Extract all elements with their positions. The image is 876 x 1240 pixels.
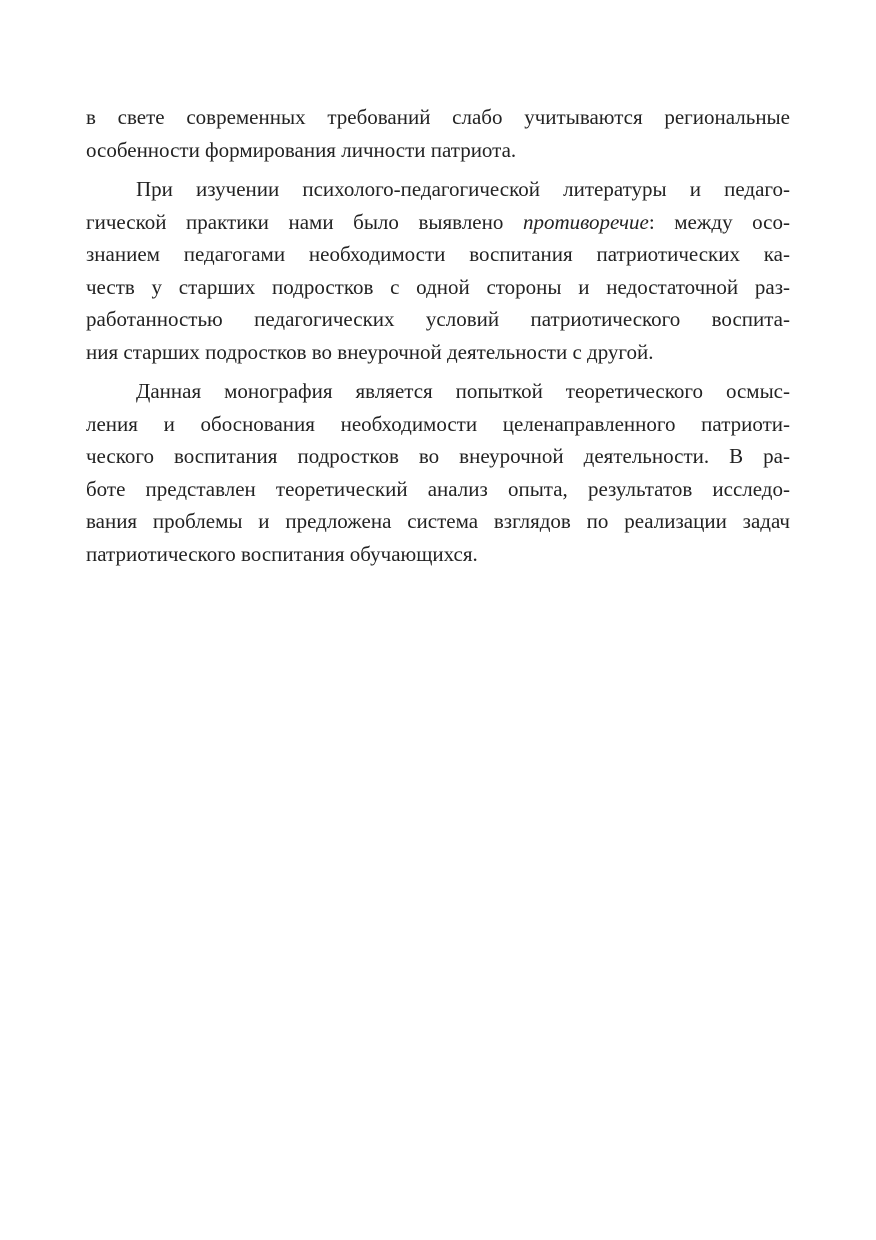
text-line: работанностью педагогических условий патриотического воспита-	[86, 307, 790, 331]
paragraph-1	[86, 101, 790, 166]
text-fragment: : между осо-	[648, 209, 790, 234]
text-line: При изучении психолого-педагогической литературы и педаго-	[136, 177, 790, 201]
text-line: вания проблемы и предложена система взглядов по реализации задач	[86, 509, 790, 533]
text-line: в свете современных требований слабо учитываются региональные	[86, 105, 790, 129]
text-line: знанием педагогами необходимости воспитания патриотических ка-	[86, 242, 790, 266]
text-fragment: гической практики нами было выявлено	[86, 209, 523, 234]
text-line	[86, 206, 790, 239]
document-page	[86, 101, 790, 570]
text-line: патриотического воспитания обучающихся.	[86, 541, 478, 566]
text-line: ления и обоснования необходимости целенаправленного патриоти-	[86, 411, 790, 436]
text-line: Данная монография является попыткой теоретического осмыс-	[136, 379, 790, 403]
text-line: честв у старших подростков с одной стороны и недостаточной раз-	[86, 274, 790, 299]
paragraph-3	[86, 375, 790, 570]
emphasized-term: противоречие	[522, 209, 649, 234]
text-line: ческого воспитания подростков во внеурочной деятельности. В ра-	[86, 444, 790, 468]
text-line: боте представлен теоретический анализ опыта, результатов исследо-	[86, 476, 790, 501]
text-line: ния старших подростков во внеурочной деятельности с другой.	[86, 339, 654, 364]
paragraph-spacer	[86, 368, 790, 375]
text-line: особенности формирования личности патриота.	[86, 137, 517, 162]
paragraph-spacer	[86, 166, 790, 173]
paragraph-2	[86, 173, 790, 368]
